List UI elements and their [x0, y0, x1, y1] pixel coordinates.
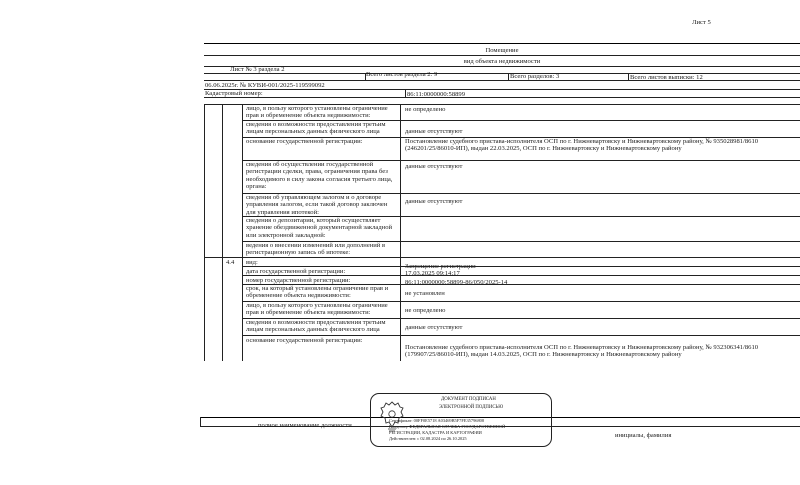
table-col-line — [242, 104, 243, 361]
header-line — [204, 66, 800, 67]
section-separator — [204, 257, 800, 258]
row-label: дата государственной регистрации: — [246, 268, 346, 275]
stamp-title: ЭЛЕКТРОННОЙ ПОДПИСЬЮ — [439, 405, 504, 410]
row-value: Запрещение регистрации — [405, 263, 476, 270]
row-label: лицо, в пользу которого установлены ограничение прав и обременение объекта недвижимости: — [246, 105, 388, 120]
header-line — [204, 97, 800, 98]
sheet-number: Лист 5 — [692, 19, 711, 26]
row-label: сведения о возможности предоставления третьим лицам персональных данных физического лица — [246, 319, 386, 334]
row-label: основание государственной регистрации: — [246, 138, 363, 145]
header-line — [204, 73, 800, 74]
header-line — [204, 89, 800, 90]
row-value: 17.03.2025 09:14:17 — [405, 270, 460, 277]
total-sheets-section: Всего листов раздела 2: 9 — [366, 71, 438, 78]
electronic-signature-stamp — [370, 393, 552, 447]
total-sheets-extract: Всего листов выписки: 12 — [630, 74, 703, 81]
cadastral-value: 86:11:0000000:58899 — [407, 91, 466, 98]
stamp-title: ДОКУМЕНТ ПОДПИСАН — [441, 397, 496, 402]
row-value: 86:11:0000000:58899-86/050/2025-14 — [405, 279, 508, 286]
row-label: номер государственной регистрации: — [246, 277, 351, 284]
initials-label: инициалы, фамилия — [615, 432, 672, 439]
row-value: не определено — [405, 307, 446, 314]
row-value: данные отсутствуют — [405, 128, 463, 135]
table-col-line — [400, 104, 401, 361]
row-value: Постановление судебного пристава-исполнителя ОСП по г. Нижневартовску и Нижневартовскому району, № 935028981/8610 (246201/25/86010-ИП), выдан 22.03.2025, ОСП по г. Нижневартовску и Нижневартовскому району — [405, 138, 759, 153]
header-top-border — [204, 43, 800, 44]
row-value: данные отсутствуют — [405, 198, 463, 205]
sheet-section: Лист № 3 раздела 2 — [230, 66, 285, 73]
header-line — [204, 80, 800, 81]
row-label: сведения о возможности предоставления третьим лицам персональных данных физического лица — [246, 121, 386, 136]
section-number: 4.4 — [226, 259, 235, 266]
row-label: основание государственной регистрации: — [246, 337, 363, 344]
row-value: данные отсутствуют — [405, 324, 463, 331]
header-line — [204, 55, 800, 56]
table-col-line — [222, 104, 223, 361]
table-left-border — [204, 104, 205, 361]
stamp-owner: РЕГИСТРАЦИИ, КАДАСТРА И КАРТОГРАФИИ — [389, 430, 482, 435]
row-label: сведения об управляющем залогом и о договоре управления залогом, если такой договор заключен для управления ипотекой: — [246, 194, 388, 216]
stamp-certificate: Сертификат: 00FF0E5718 A03469B5F7FE35796808 — [389, 418, 485, 423]
stamp-owner: Владелец: ФЕДЕРАЛЬНАЯ СЛУЖБА ГОСУДАРСТВЕННОЙ — [389, 424, 506, 429]
date-number: 06.06.2025г. № КУВИ-001/2025-119599092 — [205, 82, 325, 89]
row-label: ведения о внесении изменений или дополнений в регистрационную запись об ипотеке: — [246, 242, 386, 257]
row-label: лицо, в пользу которого установлены ограничение прав и обременение объекта недвижимости: — [246, 302, 388, 317]
position-label: полное наименование должности — [258, 422, 352, 429]
row-label: сведения о депозитарии, который осуществляет хранение обездвиженной документарной закладной или электронной закладной: — [246, 217, 393, 239]
row-value: данные отсутствуют — [405, 163, 463, 170]
row-value: Постановление судебного пристава-исполнителя ОСП по г. Нижневартовску и Нижневартовскому району, № 932306341/8610 (179907/25/86010-ИП), выдан 14.03.2025, ОСП по г. Нижневартовску и Нижневартовскому району — [405, 344, 759, 359]
row-label: сведения об осуществлении государственной регистрации сделки, права, ограничения права без необходимого в силу закона согласия третьего лица, органа: — [246, 161, 393, 191]
row-label: срок, на который установлены ограничение прав и обременение объекта недвижимости: — [246, 285, 389, 300]
object-type: вид объекта недвижимости — [463, 58, 541, 65]
stamp-validity: Действителен: с 02.08.2024 по 26.10.2025 — [389, 436, 467, 441]
row-label: вид: — [246, 259, 258, 266]
row-value: не определено — [405, 106, 446, 113]
total-sections: Всего разделов: 3 — [510, 73, 560, 80]
section-title: Помещение — [485, 47, 519, 54]
cadastral-label: Кадастровый номер: — [205, 90, 263, 97]
row-value: не установлен — [405, 290, 445, 297]
